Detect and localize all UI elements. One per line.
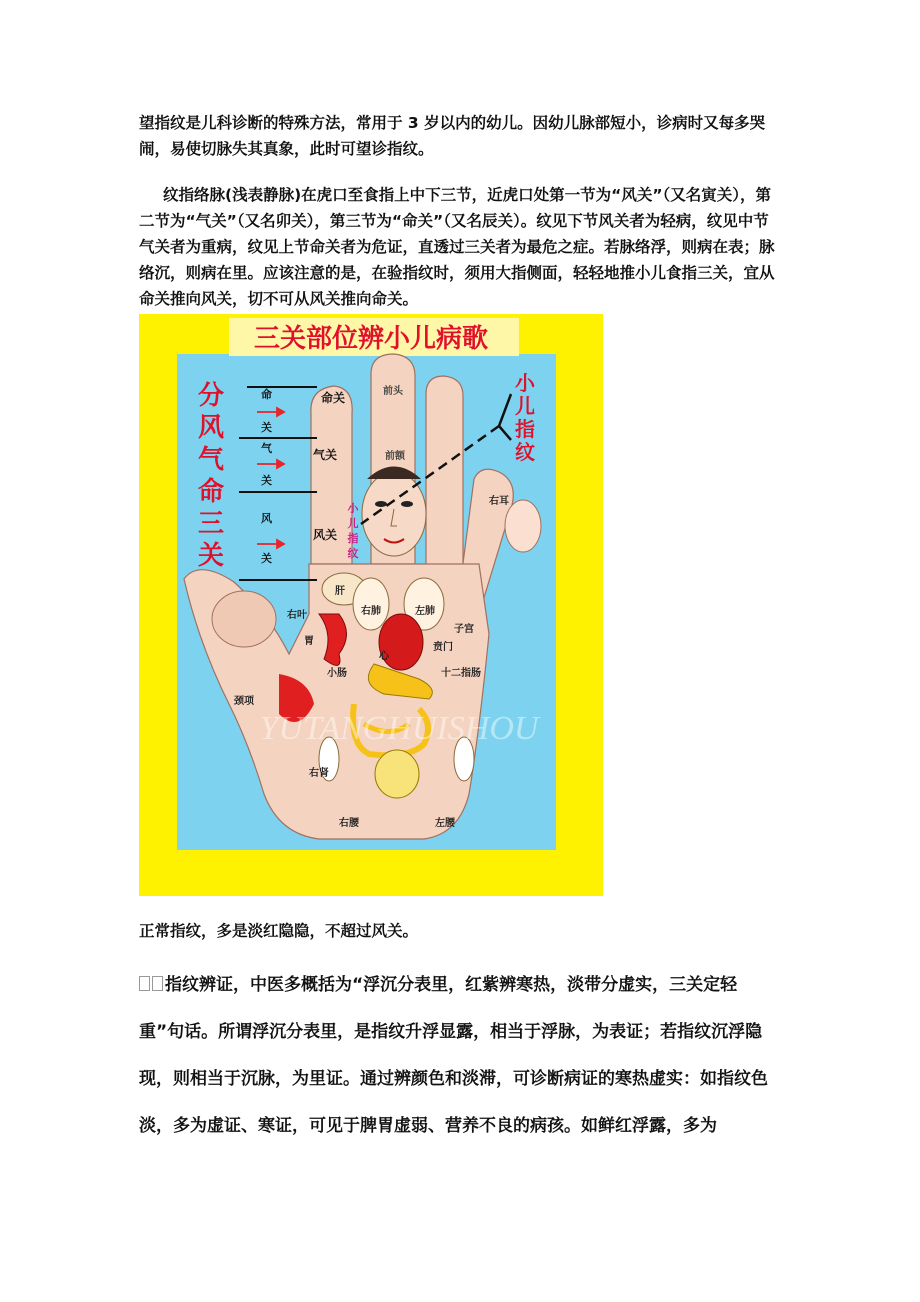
organ-label-left-lung: 左肺	[415, 606, 435, 617]
ladder-label-5: 风	[261, 512, 272, 525]
ladder-label-1: 命	[261, 388, 272, 401]
diagonal-label-4: 纹	[347, 547, 359, 560]
left-title-char-2: 风	[197, 413, 225, 443]
ladder-label-3: 气	[261, 442, 272, 455]
intro-paragraph: 望指纹是儿科诊断的特殊方法，常用于 3 岁以内的幼儿。因幼儿脉部短小，诊病时又每多哭闹，易使切脉失其真象，此时可望诊指纹。	[139, 114, 766, 158]
palm-diagram-figure	[139, 314, 603, 896]
watermark-text: YUTANGHUISHOU	[259, 710, 539, 747]
organ-label-uterus: 子宫	[454, 624, 474, 635]
left-title-char-6: 关	[197, 541, 225, 571]
fingertip-label-forehead: 前额	[385, 451, 405, 462]
placeholder-box-icon	[152, 976, 163, 991]
palm-diagram-svg	[139, 314, 603, 896]
three-gates-paragraph: 纹指络脉(浅表静脉)在虎口至食指上中下三节，近虎口处第一节为“风关”（又名寅关），第二节为“气关”（又名卯关），第三节为“命关”（又名辰关）。纹见下节风关者为轻病，纹见中节气关者为重病，纹见上节命关者为危证，直透过三关者为最危之症。若脉络浮，则病在表；脉络沉，则病在里。应该注意的是，在验指纹时，须用大指侧面，轻轻地推小儿食指三关，宜从命关推向风关，切不可从风关推向命关。	[139, 186, 775, 308]
organ-label-neck: 颈项	[234, 696, 254, 707]
right-title-char-2: 儿	[515, 394, 535, 418]
organ-label-duodenum: 十二指肠	[441, 668, 481, 679]
ladder-label-4: 关	[261, 474, 272, 487]
organ-label-right-ear: 右耳	[489, 496, 509, 507]
ladder-label-2: 关	[261, 421, 272, 434]
organ-label-heart: 心	[379, 651, 389, 662]
organ-label-right-lung: 右肺	[361, 606, 381, 617]
right-title-char-1: 小	[515, 371, 535, 395]
organ-label-liver: 肝	[335, 586, 345, 597]
left-title-char-5: 三	[197, 509, 225, 539]
diagonal-label-2: 儿	[347, 517, 359, 530]
organ-label-stomach: 胃	[304, 636, 314, 647]
organ-label-cardia: 贲门	[433, 642, 453, 653]
differentiation-paragraph	[139, 962, 775, 1150]
normal-fingerprint-paragraph: 正常指纹，多是淡红隐隐，不超过风关。	[139, 922, 419, 940]
fingertip-label-head: 前头	[383, 386, 403, 397]
placeholder-box-icon	[139, 976, 150, 991]
figure-title: 三关部位辨小儿病歌	[253, 324, 489, 354]
left-title-char-3: 气	[197, 445, 225, 475]
right-title-char-3: 指	[515, 417, 535, 441]
finger-gate-qi: 气关	[312, 448, 338, 462]
organ-label-left-waist: 左腰	[435, 818, 455, 829]
diagonal-label-1: 小	[347, 502, 359, 515]
left-title-char-1: 分	[197, 381, 225, 411]
organ-label-right-lobe: 右叶	[287, 610, 307, 621]
finger-gate-ming: 命关	[320, 391, 346, 405]
differentiation-text: 指纹辨证，中医多概括为“浮沉分表里，红紫辨寒热，淡带分虚实，三关定轻重”句话。所谓浮沉分表里，是指纹升浮显露，相当于浮脉，为表证；若指纹沉浮隐现，则相当于沉脉，为里证。通过辨颜色和淡滞，可诊断病证的寒热虚实：如指纹色淡，多为虚证、寒证，可见于脾胃虚弱、营养不良的病孩。如鲜红浮露，多为	[139, 975, 768, 1136]
organ-label-small-intestine: 小肠	[327, 668, 347, 679]
right-title-char-4: 纹	[515, 440, 535, 464]
left-title-char-4: 命	[197, 477, 225, 507]
finger-gate-feng: 风关	[312, 528, 338, 542]
diagonal-label-3: 指	[347, 532, 359, 545]
organ-label-right-kidney: 右肾	[309, 768, 329, 779]
ladder-label-6: 关	[261, 552, 272, 565]
organ-label-right-waist: 右腰	[339, 818, 359, 829]
